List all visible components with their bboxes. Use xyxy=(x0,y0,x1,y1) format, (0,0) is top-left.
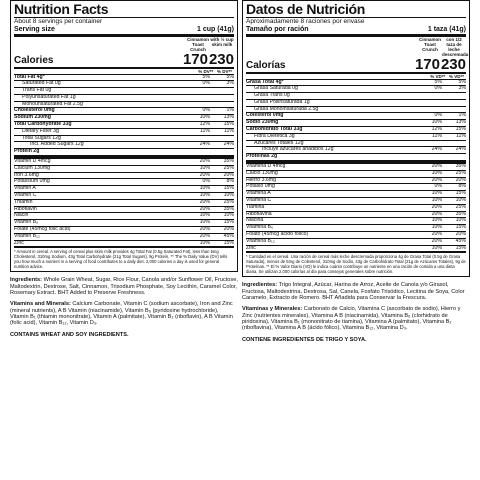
vitamin-label: Potasio 0mg xyxy=(246,184,275,190)
nutrient-label: Carbohidrato Total 33g xyxy=(246,127,303,133)
vitamin-row xyxy=(14,178,234,185)
vitamin-label: Vitamina D 4mcg xyxy=(246,164,286,170)
serving-size-value: 1 cup (41g) xyxy=(197,25,234,33)
nutrient-label: Trans Fat 0g xyxy=(22,88,52,94)
vitamin-dv-cereal: 10% xyxy=(199,185,210,192)
vitamin-row xyxy=(14,172,234,179)
ingredients-text: Trigo Integral, Azúcar, Harina de Arroz, Aceite de Canola y/o Girasol, Fructosa, Maltodextrina, Dextrosa, Sal, Canela, Fosfato Trisódico, Lecitina de Soya, Color Caramelo, Extracto de Romero. BHT Añadida para Conservar la Frescura. xyxy=(242,282,465,302)
vitamin-list xyxy=(14,158,234,248)
vitamin-dv-cereal: 20% xyxy=(199,205,210,212)
vitamin-row xyxy=(246,238,466,245)
vitamin-label: Calcium 130mg xyxy=(14,165,51,171)
nutrient-dv-milk: 13% xyxy=(223,114,234,121)
vitamin-dv-cereal: 0% xyxy=(434,183,442,190)
nutrient-dv-cereal: 10% xyxy=(199,114,210,121)
nutrient-dv-cereal: 5% xyxy=(202,73,210,80)
vitamin-label: Riboflavina xyxy=(246,211,272,217)
calories-label: Calories xyxy=(14,54,54,66)
vitamin-label: Niacina xyxy=(246,218,264,224)
vitamin-row xyxy=(246,170,466,177)
serving-size-row xyxy=(246,26,466,37)
vitamin-label: Iron 3.6mg xyxy=(14,172,39,178)
calories-cereal: 170 xyxy=(414,55,440,73)
nutrition-panel xyxy=(10,0,238,272)
calories-label: Calorías xyxy=(246,59,286,71)
nutrient-label: Saturated Fat 0g xyxy=(22,81,61,87)
nutrient-dv-milk: 11% xyxy=(456,132,466,139)
vitamin-dv-milk: 15% xyxy=(223,219,234,226)
vitamin-row xyxy=(14,165,234,172)
nutrient-dv-cereal: 12% xyxy=(199,121,210,128)
vitamin-label: Potassium 0mg xyxy=(14,179,50,185)
vitamin-label: Vitamina B₆ xyxy=(246,225,274,231)
servings-per-container: Aproximadamente 8 raciones por envase xyxy=(246,18,365,25)
nutrient-row xyxy=(246,92,466,99)
nutrient-dv-cereal: 24% xyxy=(431,146,442,153)
vitamin-label: Hierro 3.6mg xyxy=(246,177,276,183)
nutrient-dv-milk: 5% xyxy=(458,78,466,85)
calories-row xyxy=(14,52,234,69)
serving-size-label: Serving size xyxy=(14,25,55,33)
nutrient-row xyxy=(14,101,234,108)
vitamin-dv-cereal: 10% xyxy=(199,212,210,219)
vitamin-row xyxy=(246,245,466,252)
vitamin-label: Vitamina C xyxy=(246,198,272,204)
nutrient-row xyxy=(246,106,466,113)
vitamin-dv-cereal: 10% xyxy=(431,224,442,231)
vitamin-row xyxy=(246,163,466,170)
vitamin-row xyxy=(14,185,234,192)
vitamin-dv-cereal: 20% xyxy=(431,237,442,244)
nutrient-dv-cereal: 0% xyxy=(202,80,210,87)
vitamin-dv-cereal: 10% xyxy=(431,197,442,204)
vitamin-dv-cereal: 20% xyxy=(431,210,442,217)
panel-title: Datos de Nutrición xyxy=(246,2,466,18)
nutrient-dv-milk: 3% xyxy=(458,85,466,92)
vitamin-dv-milk: 15% xyxy=(455,190,466,197)
vitamins-minerals xyxy=(10,296,238,326)
nutrient-row xyxy=(14,74,234,81)
nutrient-row xyxy=(246,140,466,147)
vitamins-minerals xyxy=(242,301,470,331)
nutrient-row xyxy=(14,80,234,87)
nutrient-dv-cereal: 10% xyxy=(431,119,442,126)
column-header-cereal: Cinnamon Toast Crunch xyxy=(187,36,209,52)
footnote: * Cantidad en el cereal. Una ración de cereal más leche descremada proporciona 4g de Grasa Total (0.5g de Grasa Saturada), menos de 5mg de Colesterol, 310mg de Sodio, 43g de Carbohidrato Total (21g de Azúcares Totales), 9g de Proteínas. ** El % Valor Diario (VD) le indica cuánto contribuye un nutriente en una ración de comida a una dieta diaria. Se utilizan 2,000 calorías al día para consejos generales sobre nutrición. xyxy=(246,254,466,275)
nutrient-label: Sodio 230mg xyxy=(246,120,279,126)
vitamin-row xyxy=(14,192,234,199)
nutrient-label: Incluye azúcares añadidos 12g xyxy=(262,147,334,153)
vitamin-row xyxy=(14,212,234,219)
vitamin-dv-cereal: 20% xyxy=(199,226,210,233)
ingredients-label: Ingredientes: xyxy=(242,282,278,289)
vitamin-dv-milk: 35% xyxy=(455,210,466,217)
vitamin-dv-cereal: 10% xyxy=(199,164,210,171)
vitamin-label: Niacin xyxy=(14,213,29,219)
vitamin-dv-cereal: 10% xyxy=(199,219,210,226)
vitamin-dv-milk: 10% xyxy=(223,212,234,219)
serving-size-label: Tamaño por ración xyxy=(246,25,309,33)
vitamin-dv-milk: 45% xyxy=(455,237,466,244)
nutrition-panel xyxy=(242,0,470,277)
nutrient-label: Sodium 230mg xyxy=(14,115,51,121)
nutrient-dv-cereal: 0% xyxy=(434,85,442,92)
nutrient-row xyxy=(14,141,234,148)
nutrient-list xyxy=(14,74,234,159)
vitamin-row xyxy=(246,177,466,184)
nutrient-row xyxy=(14,107,234,114)
vitamin-row xyxy=(14,158,234,165)
serving-size-row xyxy=(14,26,234,37)
column-headers xyxy=(14,37,234,52)
vitamin-label: Folate (45mcg folic acid) xyxy=(14,227,71,233)
nutrient-label: Incl. Added Sugars 12g xyxy=(30,142,84,148)
vitamin-dv-milk: 20% xyxy=(455,176,466,183)
vitamin-dv-milk: 15% xyxy=(455,244,466,251)
nutrition-facts-english xyxy=(10,0,238,480)
vitamin-label: Vitamin B₁₂ xyxy=(14,233,40,239)
nutrient-label: Colesterol 0mg xyxy=(246,113,284,119)
column-header-milk: con 1/2 taza de leche descremada xyxy=(442,36,469,57)
vitamin-dv-cereal: 20% xyxy=(199,158,210,165)
vitamin-dv-milk: 15% xyxy=(223,185,234,192)
vitamin-row xyxy=(246,204,466,211)
vitamin-row xyxy=(14,199,234,206)
nutrient-row xyxy=(14,148,234,155)
nutrient-label: Grasa Monoinsaturada 2.5g xyxy=(254,106,319,112)
calories-cereal: 170 xyxy=(182,50,208,68)
nutrient-label: Monounsaturated Fat 2.5g xyxy=(22,101,83,107)
nutrient-label: Polyunsaturated Fat 1g xyxy=(22,94,76,100)
ingredients xyxy=(10,272,238,296)
nutrient-dv-milk: 5% xyxy=(226,73,234,80)
vitamin-dv-cereal: 20% xyxy=(431,203,442,210)
vitamin-dv-milk: 20% xyxy=(455,231,466,238)
vitamins-minerals-text: Carbonato de Calcio, Vitamina C (ascorbato de sodio), Hierro y Zinc (nutrientes minerales), Vitamina A B (niacinamida), Vitamina B₆ (clorhidrato de piridoxina), Vitamina B₁ (mononitrato de tiamina), Vitamina A (palmitato), Vitamina B₂ (riboflavina), Vitamina A B (ácido fólico), Vitamina B₁₂, Vitamina D₃. xyxy=(242,306,461,332)
vitamins-minerals-text: Calcium Carbonate, Vitamin C (sodium ascorbate), Iron and Zinc (mineral nutrients), A B Vitamin (niacinamide), Vitamin B₆ (pyridoxine hydrochloride), Vitamin B₁ (thiamin mononitrate), Vitamin A (palmitate), Vitamin B₂ (riboflavin), A B Vitamin (folic acid), Vitamin B₁₂, Vitamin D₃. xyxy=(10,301,233,327)
nutrient-row xyxy=(14,121,234,128)
vitamin-label: Riboflavin xyxy=(14,206,37,212)
nutrient-dv-milk: 11% xyxy=(224,127,234,134)
nutrient-dv-cereal: 5% xyxy=(434,78,442,85)
nutrient-dv-cereal: 11% xyxy=(432,132,442,139)
vitamin-row xyxy=(246,224,466,231)
vitamin-label: Zinc xyxy=(246,245,256,251)
vitamin-dv-milk: 35% xyxy=(223,158,234,165)
vitamin-label: Vitamina A xyxy=(246,191,271,197)
calories-row xyxy=(246,57,466,74)
vitamin-dv-milk: 35% xyxy=(455,163,466,170)
vitamin-row xyxy=(246,231,466,238)
serving-size-value: 1 taza (41g) xyxy=(427,25,466,33)
nutrient-row xyxy=(14,114,234,121)
ingredients-text: Whole Grain Wheat, Sugar, Rice Flour, Canola and/or Sunflower Oil, Fructose, Maltodextrin, Dextrose, Salt, Cinnamon, Trisodium Phosphate, Soy Lecithin, Caramel Color, Rosemary Extract. BHT Added to Preserve Freshness. xyxy=(10,277,238,297)
footnote: * Amount in cereal. A serving of cereal plus skim milk provides 4g Total Fat (0.5g Saturated Fat), less than 5mg Cholesterol, 310mg Sodium, 43g Total Carbohydrate (21g Total Sugars), 9g Protein. ** The % Daily Value (DV) tells you how much a nutrient in a serving of food contributes to a daily diet. 2,000 calories a day is used for general nutrition advice. xyxy=(14,249,228,270)
vitamin-row xyxy=(14,219,234,226)
vitamin-dv-cereal: 20% xyxy=(431,176,442,183)
vitamin-dv-milk: 15% xyxy=(223,239,234,246)
vitamin-label: Zinc xyxy=(14,240,24,246)
vitamin-dv-cereal: 10% xyxy=(431,217,442,224)
nutrient-label: Dietary Fiber 3g xyxy=(22,128,59,134)
vitamin-row xyxy=(246,183,466,190)
vitamin-dv-cereal: 10% xyxy=(431,190,442,197)
nutrient-dv-cereal: 0% xyxy=(434,112,442,119)
nutrient-row xyxy=(246,126,466,133)
nutrient-dv-milk: 13% xyxy=(455,119,466,126)
nutrient-label: Cholesterol 0mg xyxy=(14,108,55,114)
vitamin-label: Vitamin A xyxy=(14,186,36,192)
vitamins-minerals-label: Vitaminas y Minerales: xyxy=(242,306,303,313)
vitamin-list xyxy=(246,163,466,253)
nutrient-dv-cereal: 24% xyxy=(199,141,210,148)
nutrient-label: Protein 2g xyxy=(14,149,40,155)
nutrient-dv-cereal: 0% xyxy=(202,107,210,114)
nutrient-row xyxy=(246,153,466,160)
calories-with-milk: 230 xyxy=(440,55,466,73)
panel-title: Nutrition Facts xyxy=(14,2,234,18)
vitamin-label: Vitamin B₆ xyxy=(14,220,39,226)
nutrient-row xyxy=(246,146,466,153)
vitamin-label: Calcio 130mg xyxy=(246,170,278,176)
column-header-milk: with ½ cup skim milk xyxy=(210,36,234,47)
nutrient-dv-milk: 1% xyxy=(226,107,234,114)
column-headers xyxy=(246,36,469,57)
nutrient-row xyxy=(246,112,466,119)
nutrient-row xyxy=(14,128,234,135)
ingredients xyxy=(242,277,470,301)
column-header-cereal: Cinnamon Toast Crunch xyxy=(419,36,441,52)
vitamin-dv-cereal: 20% xyxy=(199,171,210,178)
vitamin-dv-cereal: 20% xyxy=(199,232,210,239)
vitamin-row xyxy=(246,190,466,197)
vitamin-label: Folato (45mcg ácido fólico) xyxy=(246,232,309,238)
nutrient-dv-milk: 1% xyxy=(458,112,466,119)
vitamin-dv-cereal: 10% xyxy=(431,169,442,176)
vitamin-label: Vitamin C xyxy=(14,193,37,199)
vitamin-dv-cereal: 0% xyxy=(202,178,210,185)
nutrient-dv-milk: 15% xyxy=(455,126,466,133)
vitamin-dv-milk: 25% xyxy=(223,164,234,171)
vitamin-row xyxy=(14,233,234,240)
vitamin-dv-milk: 20% xyxy=(223,226,234,233)
vitamin-dv-milk: 25% xyxy=(223,198,234,205)
calories-with-milk: 230 xyxy=(208,50,234,68)
servings-per-container: About 8 servings per container xyxy=(14,18,103,25)
nutrient-dv-milk: 24% xyxy=(455,146,466,153)
vitamin-dv-milk: 20% xyxy=(223,171,234,178)
daily-value-header: % VD** % VD** xyxy=(430,73,464,79)
vitamin-dv-milk: 45% xyxy=(223,232,234,239)
nutrition-facts-spanish xyxy=(242,0,470,480)
vitamin-dv-cereal: 10% xyxy=(199,192,210,199)
vitamin-dv-milk: 8% xyxy=(226,178,234,185)
nutrient-row xyxy=(246,119,466,126)
vitamin-dv-milk: 25% xyxy=(455,203,466,210)
nutrient-label: Total Carbohydrate 33g xyxy=(14,122,72,128)
nutrient-row xyxy=(14,94,234,101)
nutrient-dv-milk: 15% xyxy=(223,121,234,128)
vitamin-dv-milk: 10% xyxy=(223,192,234,199)
nutrient-label: Grasa Total 4g* xyxy=(246,79,284,85)
vitamin-row xyxy=(246,197,466,204)
vitamin-label: Vitamin D 4mcg xyxy=(14,159,51,165)
nutrient-label: Grasa Trans 0g xyxy=(254,93,290,99)
nutrient-row xyxy=(246,85,466,92)
vitamin-label: Vitamina B₁₂ xyxy=(246,238,275,244)
vitamin-dv-milk: 35% xyxy=(223,205,234,212)
ingredients-label: Ingredients: xyxy=(10,277,43,284)
vitamin-row xyxy=(246,217,466,224)
vitamin-dv-milk: 10% xyxy=(455,217,466,224)
nutrient-label: Grasa Saturada 0g xyxy=(254,86,298,92)
vitamin-row xyxy=(14,206,234,213)
vitamin-dv-cereal: 20% xyxy=(431,163,442,170)
vitamin-dv-milk: 15% xyxy=(455,224,466,231)
nutrient-dv-cereal: 12% xyxy=(431,126,442,133)
vitamin-label: Tiamina xyxy=(246,204,265,210)
nutrient-row xyxy=(246,99,466,106)
nutrient-dv-milk: 24% xyxy=(223,141,234,148)
daily-value-header: % DV** % DV** xyxy=(198,68,232,74)
nutrient-row xyxy=(246,133,466,140)
nutrient-label: Total Sugars 12g xyxy=(22,135,61,141)
vitamin-dv-cereal: 20% xyxy=(199,198,210,205)
vitamin-dv-cereal: 10% xyxy=(431,244,442,251)
nutrient-list xyxy=(246,79,466,164)
allergen-statement: CONTAINS WHEAT AND SOY INGREDIENTS. xyxy=(10,331,129,338)
nutrient-dv-milk: 3% xyxy=(226,80,234,87)
nutrient-label: Total Fat 4g* xyxy=(14,74,45,80)
vitamin-row xyxy=(14,226,234,233)
vitamin-dv-milk: 8% xyxy=(458,183,466,190)
nutrient-row xyxy=(14,87,234,94)
vitamin-row xyxy=(14,240,234,247)
vitamin-dv-cereal: 10% xyxy=(199,239,210,246)
nutrient-label: Proteínas 2g xyxy=(246,154,278,160)
vitamins-minerals-label: Vitamins and Minerals: xyxy=(10,301,71,308)
nutrient-dv-cereal: 11% xyxy=(200,127,210,134)
nutrient-row xyxy=(14,135,234,142)
vitamin-label: Thiamin xyxy=(14,199,33,205)
vitamin-dv-cereal: 20% xyxy=(431,231,442,238)
nutrient-label: Fibra Dietética 3g xyxy=(254,133,295,139)
vitamin-row xyxy=(246,211,466,218)
nutrient-label: Grasa Poliinsaturada 1g xyxy=(254,99,310,105)
nutrient-row xyxy=(246,79,466,86)
nutrient-label: Azúcares Totales 12g xyxy=(254,140,304,146)
vitamin-dv-milk: 25% xyxy=(455,169,466,176)
allergen-statement: CONTIENE INGREDIENTES DE TRIGO Y SOYA. xyxy=(242,336,367,343)
vitamin-dv-milk: 10% xyxy=(455,197,466,204)
